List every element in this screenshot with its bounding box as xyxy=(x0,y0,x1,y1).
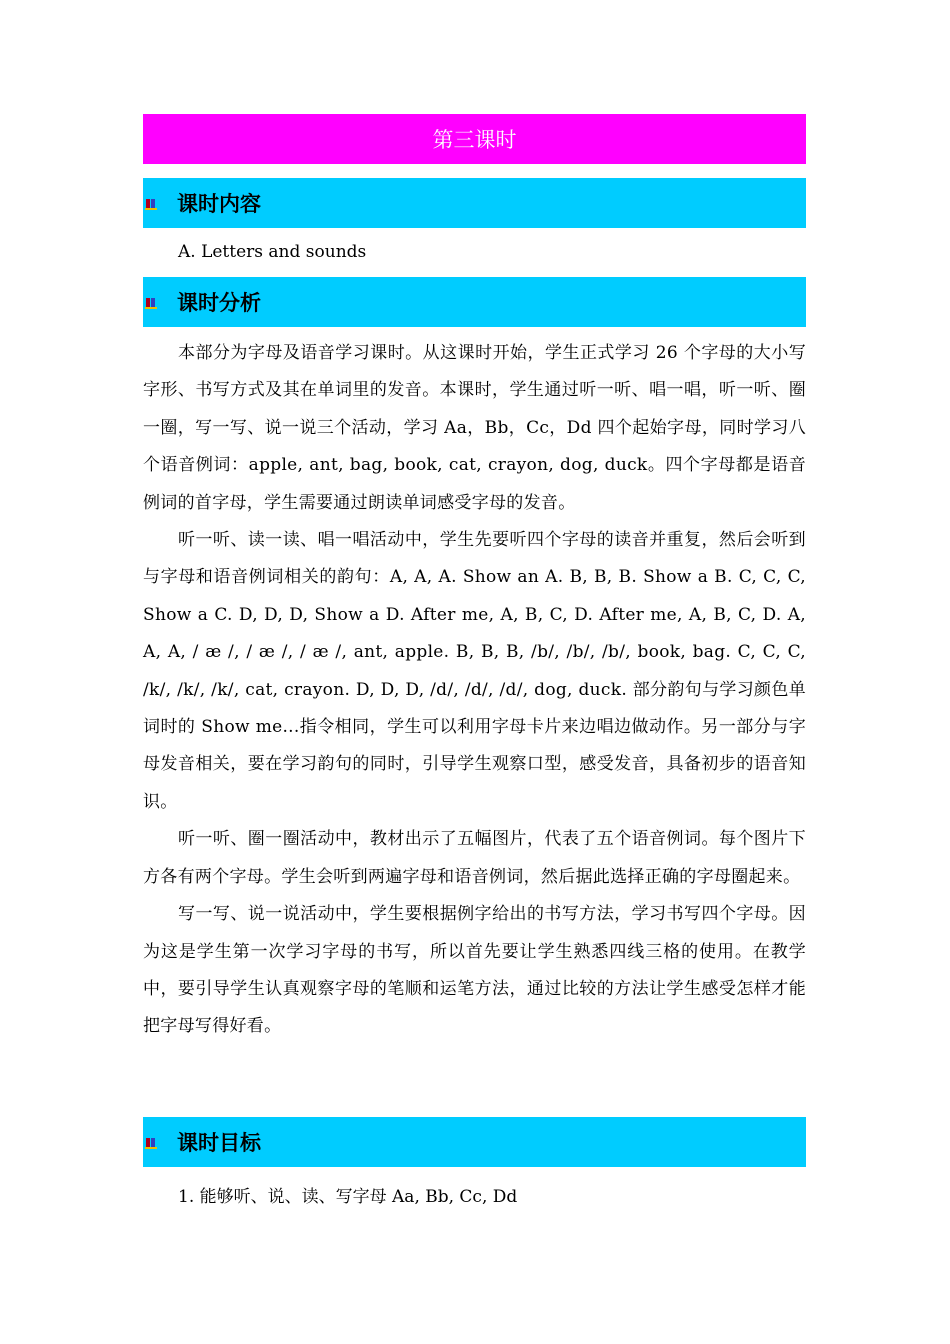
section-header-objectives xyxy=(143,1117,806,1167)
objective-item: 1. 能够听、说、读、写字母 Aa, Bb, Cc, Dd xyxy=(178,1187,518,1207)
section-label: 课时目标 xyxy=(177,1131,261,1155)
paragraph: 听一听、圈一圈活动中，教材出示了五幅图片，代表了五个语音例词。每个图片下方各有两个字母。学生会听到两遍字母和语音例词，然后据此选择正确的字母圈起来。 xyxy=(143,829,806,887)
book-bullet-icon xyxy=(145,196,157,210)
section-label: 课时分析 xyxy=(177,291,261,315)
paragraph: 听一听、读一读、唱一唱活动中，学生先要听四个字母的读音并重复，然后会听到与字母和语音例词相关的韵句：A, A, A. Show an A. B, B, B. Show a B. C, C, C, Show a C. D, D, D, Show a D. After me, A, B, C, D. After me, A, B, C, D. A, A, A, / æ /, / æ /, / æ /, ant, apple. B, B, B, /b/, /b/, /b/, book, bag. C, C, C, /k/, /k/, /k/, cat, crayon. D, D, D, /d/, /d/, /d/, dog, duck. 部分韵句与学习颜色单词时的 Show me...指令相同，学生可以利用字母卡片来边唱边做动作。另一部分与字母发音相关，要在学习韵句的同时，引导学生观察口型，感受发音，具备初步的语音知识。 xyxy=(143,530,806,812)
analysis-body xyxy=(143,335,806,1046)
section-header-content xyxy=(143,178,806,228)
paragraph: 本部分为字母及语音学习课时。从这课时开始，学生正式学习 26 个字母的大小写字形、书写方式及其在单词里的发音。本课时，学生通过听一听、唱一唱，听一听、圈一圈，写一写、说一说三个活动，学习 Aa，Bb，Cc，Dd 四个起始字母，同时学习八个语音例词：apple, ant, bag, book, cat, crayon, dog, duck。四个字母都是语音例词的首字母，学生需要通过朗读单词感受字母的发音。 xyxy=(143,343,806,513)
book-bullet-icon xyxy=(145,295,157,309)
section-header-analysis xyxy=(143,277,806,327)
section-content-text: A. Letters and sounds xyxy=(178,242,367,262)
paragraph: 写一写、说一说活动中，学生要根据例字给出的书写方法，学习书写四个字母。因为这是学生第一次学习字母的书写，所以首先要让学生熟悉四线三格的使用。在教学中，要引导学生认真观察字母的笔顺和运笔方法，通过比较的方法让学生感受怎样才能把字母写得好看。 xyxy=(143,904,806,1037)
page-title: 第三课时 xyxy=(143,114,806,164)
book-bullet-icon xyxy=(145,1135,157,1149)
section-label: 课时内容 xyxy=(177,192,261,216)
